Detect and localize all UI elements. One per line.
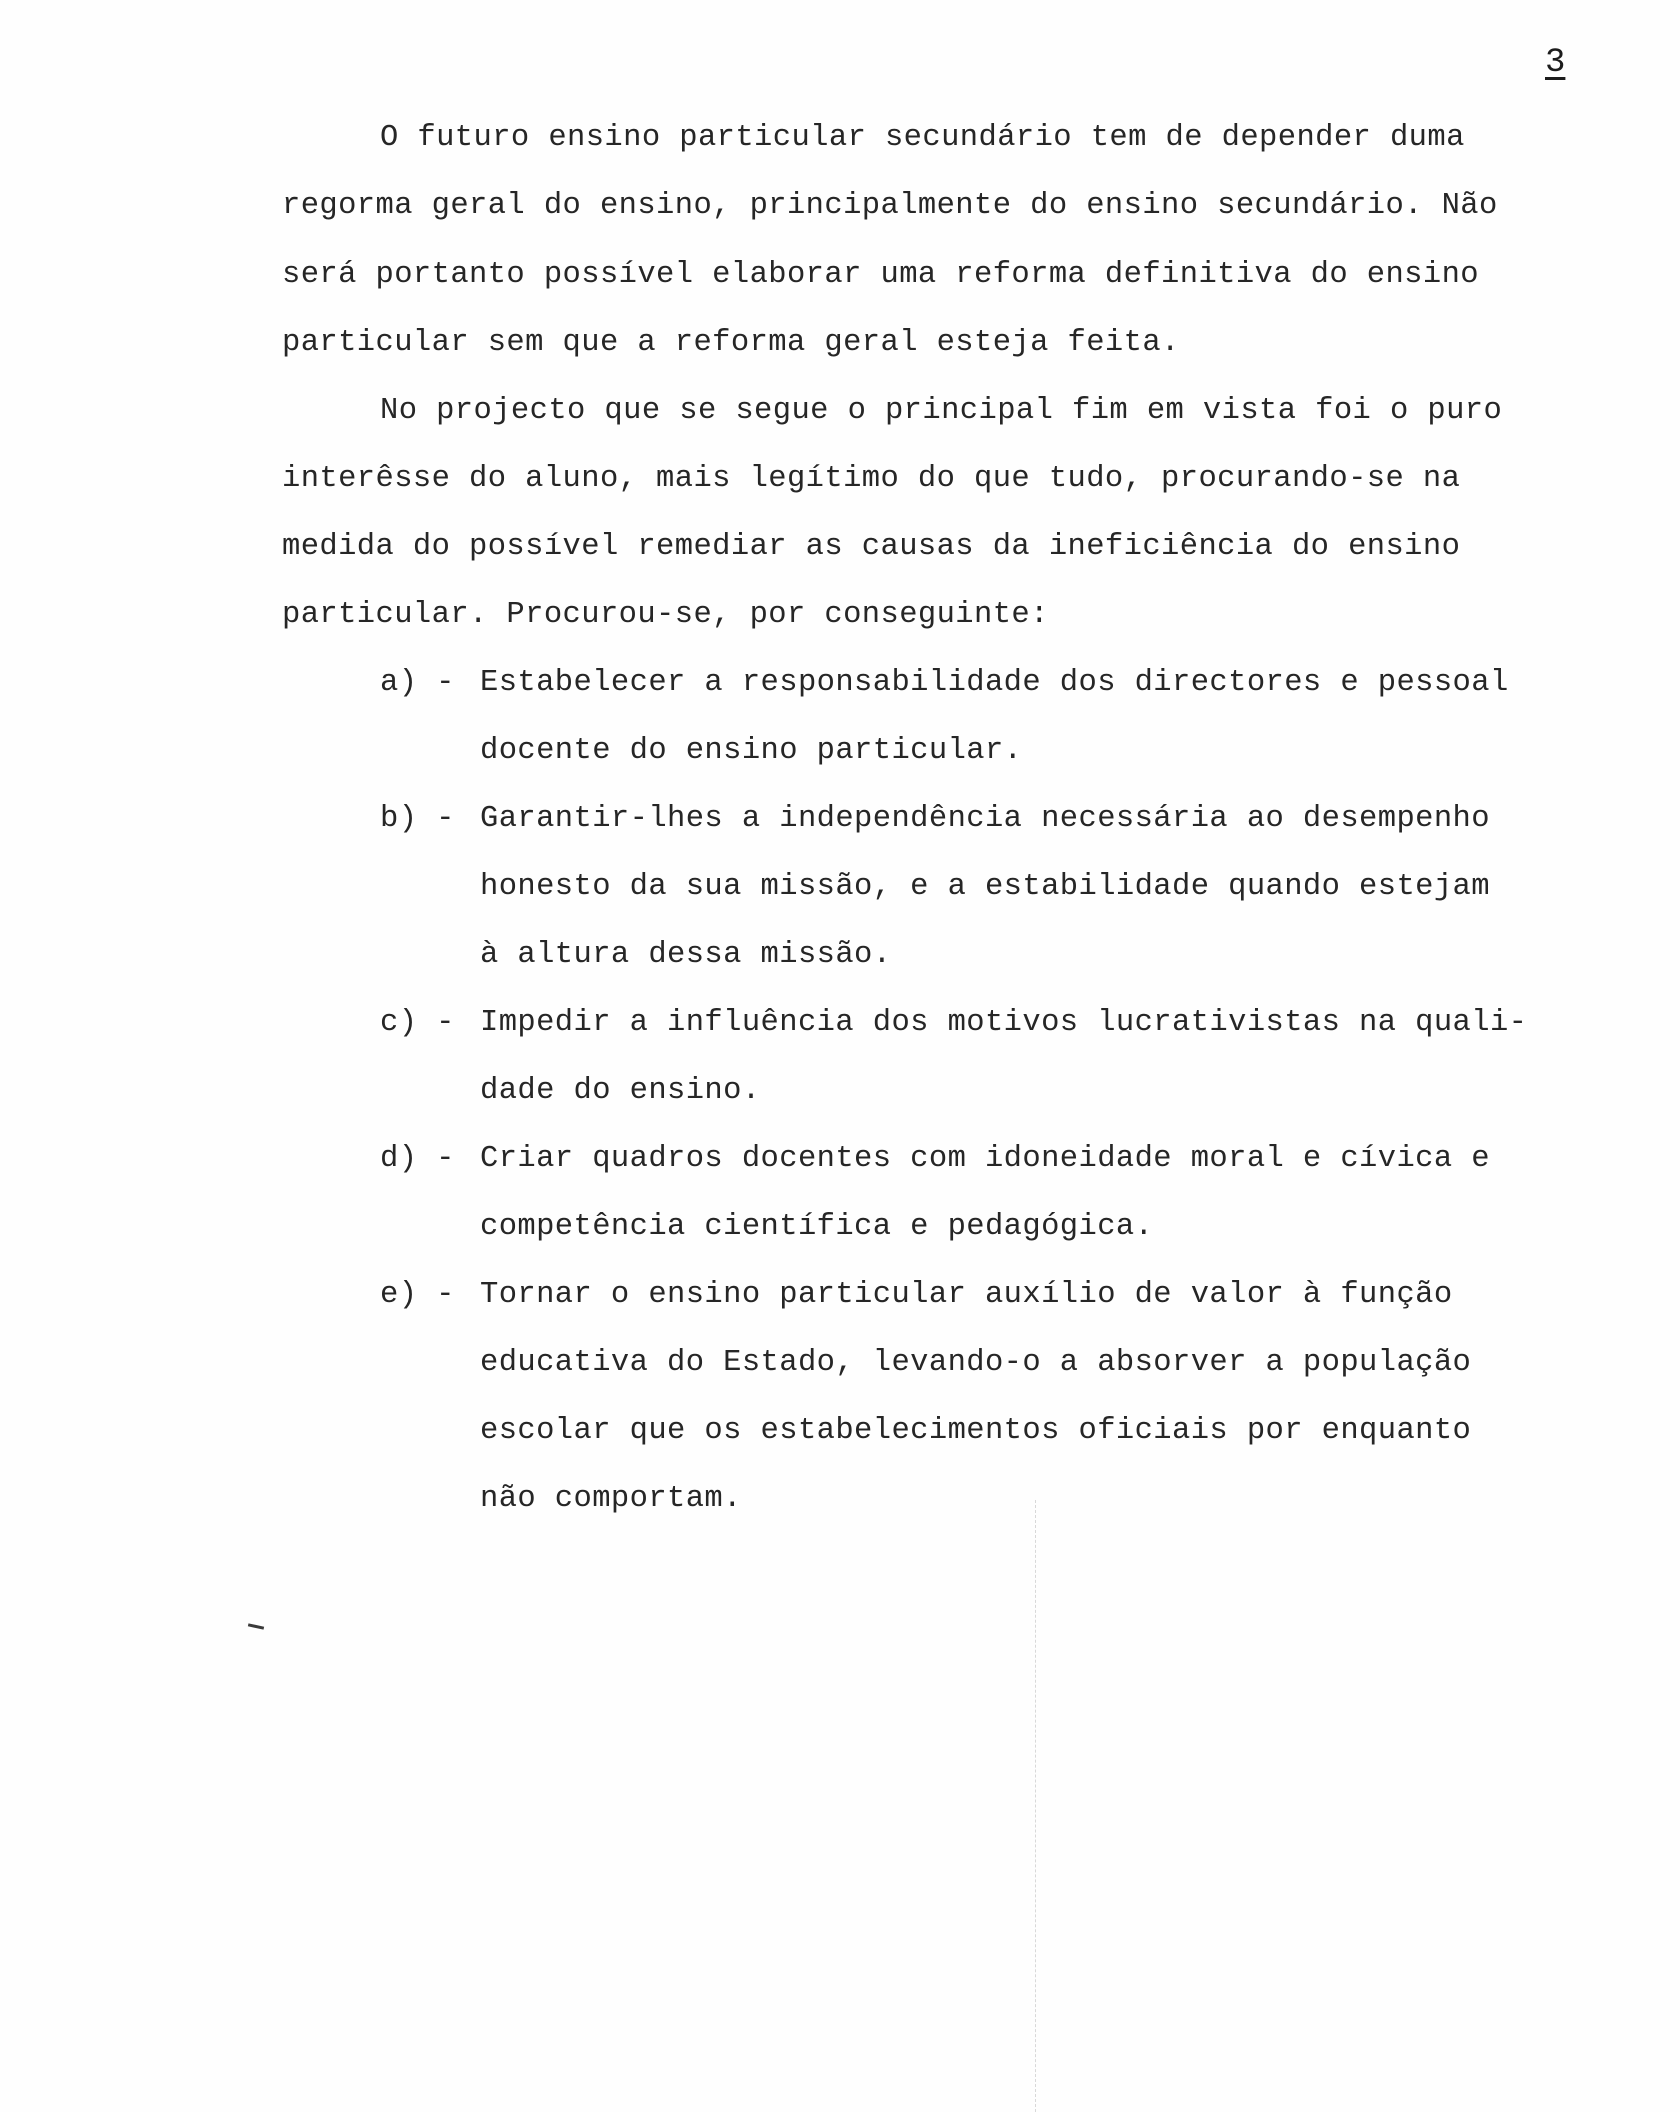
list-item-e-line-3: escolar que os estabelecimentos oficiais por enquanto <box>480 1414 1472 1448</box>
list-item-c-line-2: dade do ensino. <box>480 1074 761 1108</box>
paragraph-1-line-3: será portanto possível elaborar uma reforma definitiva do ensino <box>282 258 1479 292</box>
list-item-e-line-4: não comportam. <box>480 1482 742 1516</box>
list-marker-e: e) - <box>380 1278 455 1312</box>
list-marker-d: d) - <box>380 1142 455 1176</box>
list-item-d-line-2: competência científica e pedagógica. <box>480 1210 1154 1244</box>
paragraph-2-line-4: particular. Procurou-se, por conseguinte: <box>282 598 1049 632</box>
paragraph-2-line-1: No projecto que se segue o principal fim em vista foi o puro <box>380 394 1503 428</box>
paragraph-1-line-1: O futuro ensino particular secundário tem de depender duma <box>380 121 1465 155</box>
list-item-a-line-1: Estabelecer a responsabilidade dos directores e pessoal <box>480 666 1509 700</box>
list-marker-b: b) - <box>380 802 455 836</box>
list-item-b-line-2: honesto da sua missão, e a estabilidade quando estejam <box>480 870 1490 904</box>
page-number: 3 <box>1545 44 1566 82</box>
paragraph-2-line-3: medida do possível remediar as causas da ineficiência do ensino <box>282 530 1461 564</box>
ink-smudge <box>248 1623 264 1629</box>
list-item-e-line-1: Tornar o ensino particular auxílio de valor à função <box>480 1278 1453 1312</box>
list-marker-a: a) - <box>380 666 455 700</box>
list-item-b-line-1: Garantir-lhes a independência necessária ao desempenho <box>480 802 1490 836</box>
paragraph-2-line-2: interêsse do aluno, mais legítimo do que tudo, procurando-se na <box>282 462 1461 496</box>
paper-fold-line <box>1035 1500 1036 2112</box>
list-item-a-line-2: docente do ensino particular. <box>480 734 1023 768</box>
paragraph-1-line-2: regorma geral do ensino, principalmente do ensino secundário. Não <box>282 189 1498 223</box>
list-item-e-line-2: educativa do Estado, levando-o a absorver a população <box>480 1346 1472 1380</box>
list-item-b-line-3: à altura dessa missão. <box>480 938 892 972</box>
paragraph-1-line-4: particular sem que a reforma geral esteja feita. <box>282 326 1180 360</box>
list-item-d-line-1: Criar quadros docentes com idoneidade moral e cívica e <box>480 1142 1490 1176</box>
list-marker-c: c) - <box>380 1006 455 1040</box>
list-item-c-line-1: Impedir a influência dos motivos lucrativistas na quali- <box>480 1006 1528 1040</box>
